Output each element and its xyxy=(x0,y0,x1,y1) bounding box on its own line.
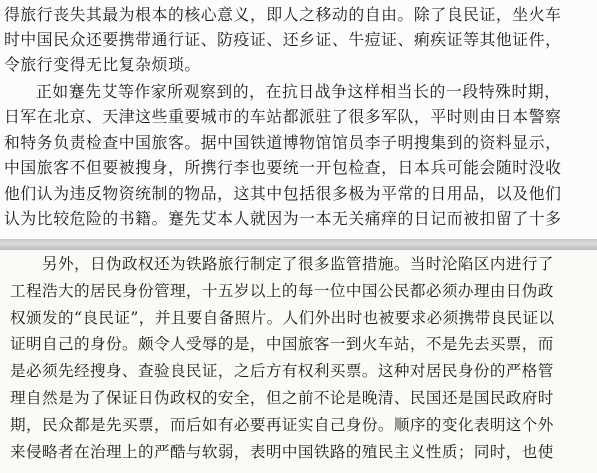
text-line: 中国旅客不但要被搜身，所携行李也要统一开包检查，日本兵可能会随时没收 xyxy=(4,158,562,177)
page-divider xyxy=(0,239,597,250)
text-line: 期，民众都是先买票，而后如有必要再证实自己身份。顺序的变化表明这个外 xyxy=(10,416,554,434)
text-line: 时中国民众还要携带通行证、防疫证、还乡证、牛痘证、痢疾证等其他证件， xyxy=(4,30,562,49)
text-line: 权颁发的“良民证”，并且要自备照片。人们外出时也被要求必须携带良民证以 xyxy=(10,309,555,327)
text-line: 正如蹇先艾等作家所观察到的，在抗日战争这样相当长的一段特殊时期， xyxy=(36,82,561,101)
bottom-excerpt xyxy=(0,250,597,473)
text-line: 理自然是为了保证日伪政权的安全，但之前不论是晚清、民国还是国民政府时 xyxy=(10,389,554,407)
text-line: 证明自己的身份。颇令人受辱的是，中国旅客一到火车站，不是先去买票，而 xyxy=(10,335,554,353)
text-line: 工程浩大的居民身份管理，十五岁以上的每一位中国公民都必须办理由日伪政 xyxy=(10,282,554,300)
text-line: 认为比较危险的书籍。蹇先艾本人就因为一本无关痛痒的日记而被扣留了十多 xyxy=(4,209,562,228)
text-line: 来侵略者在治理上的严酷与软弱，表明中国铁路的殖民主义性质；同时，也使 xyxy=(10,443,554,461)
text-line: 令旅行变得无比复杂烦琐。 xyxy=(4,55,201,74)
text-line: 他们认为违反物资统制的物品，这其中包括很多极为平常的日用品，以及他们 xyxy=(4,184,562,203)
text-line: 得旅行丧失其最为根本的核心意义，即人之移动的自由。除了良民证，坐火车 xyxy=(4,5,562,24)
text-line: 日军在北京、天津这些重要城市的车站都派驻了很多军队，平时则由日本警察 xyxy=(4,107,562,126)
text-line: 另外，日伪政权还为铁路旅行制定了很多监管措施。当时沦陷区内进行了 xyxy=(42,255,554,273)
text-line: 和特务负责检查中国旅客。据中国铁道博物馆馆员李子明搜集到的资料显示， xyxy=(4,133,562,152)
text-line: 是必须先经搜身、查验良民证，之后方有权利买票。这种对居民身份的严格管 xyxy=(10,362,554,380)
